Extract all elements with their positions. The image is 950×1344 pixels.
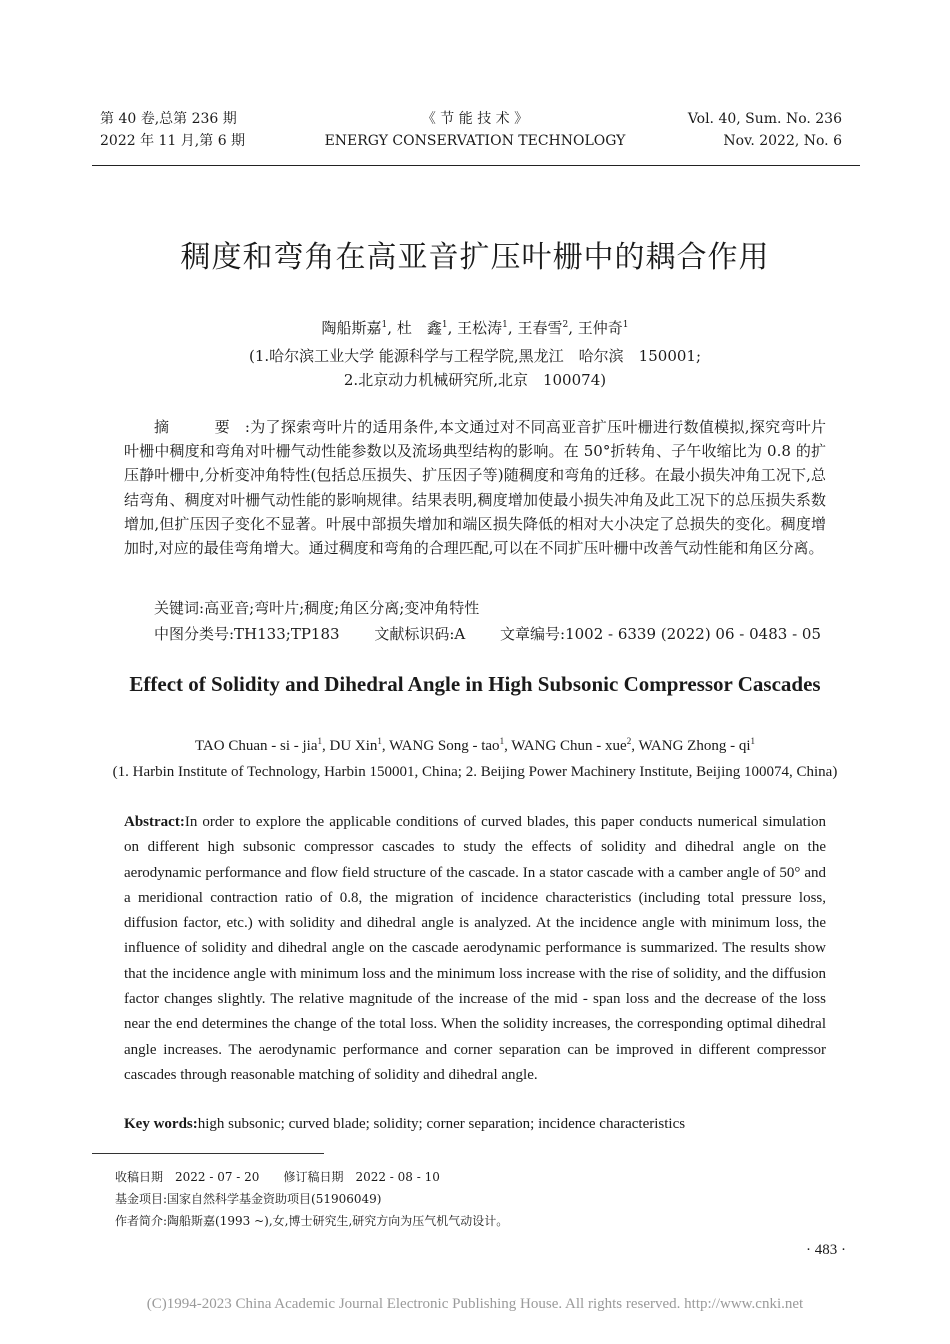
affiliation-line-2: 2.北京动力机械研究所,北京 100074)	[343, 371, 607, 389]
keywords-text-cn: 高亚音;弯叶片;稠度;角区分离;变冲角特性	[204, 599, 480, 617]
keywords-label-cn: 关键词:	[154, 599, 205, 617]
abstract-text-cn: 为了探索弯叶片的适用条件,本文通过对不同高亚音扩压叶栅进行数值模拟,探究弯叶片叶栅中稠度和弯角对叶栅气动性能参数以及流场典型结构的影响。在 50°折转角、子午收缩比为 0.8 的扩压静叶栅中,分析变冲角特性(包括总压损失、扩压因子等)随稠度和弯角的迁移。在最小损失冲角工况下,总结弯角、稠度对叶栅气动性能的影响规律。结果表明,稠度增加使最小损失冲角及此工况下的总压损失系数增加,但扩压因子变化不显著。叶展中部损失增加和端区损失降低的相对大小决定了总损失的变化。稠度增加时,对应的最佳弯角增大。通过稠度和弯角的合理匹配,可以在不同扩压叶栅中改善气动性能和角区分离。	[124, 418, 826, 558]
keywords-cn	[154, 596, 479, 620]
journal-name-en: ENERGY CONSERVATION TECHNOLOGY	[324, 133, 626, 149]
author-en: WANG Song - tao$^1$,	[389, 736, 508, 754]
page-number: · 483 ·	[806, 1242, 846, 1258]
header-rule	[92, 165, 860, 166]
footnote-received: 收稿日期 2022 - 07 - 20 修订稿日期 2022 - 08 - 10	[115, 1170, 440, 1184]
author-en: DU Xin$^1$,	[329, 736, 386, 754]
abstract-text-en: In order to explore the applicable conditions of curved blades, this paper conducts numerical simulation on different high subsonic compressor cascades to study the effects of solidity and dihedral angle on the aerodynamic performance and flow field structure of the cascade. In a stator cascade with a camber angle of 50° and a meridional contraction ratio of 0.8, the migration of incidence characteristics (including total pressure loss, diffusion factor, etc.) with solidity and dihedral angle is analyzed. At the incidence angle with minimum loss, the influence of solidity and dihedral angle on the cascade aerodynamic performance is summarized. The results show that the incidence angle with minimum loss and the minimum loss increase with the rise of solidity, and the diffusion factor changes slightly. The relative magnitude of the increase of the mid - span loss and the decrease of the loss near the end determines the change of the total loss. When the solidity increases, the corresponding optimal dihedral angle increases. The aerodynamic performance and corner separation can be improved in different compressor cascades through reasonable matching of solidity and dihedral angle.	[124, 814, 826, 1083]
date-line-en: Nov. 2022, No. 6	[723, 133, 842, 149]
abstract-label-cn: 摘 要	[154, 418, 245, 436]
author-list-en	[0, 734, 950, 758]
paper-title-en: Effect of Solidity and Dihedral Angle in High Subsonic Compressor Cascades	[129, 672, 821, 696]
author-en: WANG Chun - xue$^2$,	[511, 736, 635, 754]
date-line-cn: 2022 年 11 月,第 6 期	[100, 133, 246, 149]
abstract-en	[124, 810, 826, 1088]
footnote-rule	[92, 1153, 324, 1154]
footnote-fund: 基金项目:国家自然科学基金资助项目(51906049)	[115, 1192, 382, 1206]
journal-volume-info-en	[688, 108, 842, 152]
keywords-label-en: Key words:	[124, 1116, 198, 1132]
author-list-cn	[0, 316, 950, 340]
affiliation-line-1: (1.哈尔滨工业大学 能源科学与工程学院,黑龙江 哈尔滨 150001;	[248, 347, 702, 365]
author-cn: 王春雪$^2$,	[517, 319, 573, 337]
keywords-en	[124, 1112, 685, 1136]
article-number: 文章编号:1002 - 6339 (2022) 06 - 0483 - 05	[500, 625, 821, 643]
volume-line-cn: 第 40 卷,总第 236 期	[100, 111, 237, 127]
paper-title-cn: 稠度和弯角在高亚音扩压叶栅中的耦合作用	[180, 240, 770, 275]
author-en: TAO Chuan - si - jia$^1$,	[194, 736, 326, 754]
keywords-text-en: high subsonic; curved blade; solidity; corner separation; incidence characteristics	[197, 1116, 686, 1132]
author-cn: 杜 鑫$^1$,	[396, 319, 453, 337]
footnote-author-bio: 作者简介:陶船斯嘉(1993 ~),女,博士研究生,研究方向为压气机气动设计。	[115, 1214, 509, 1228]
author-en: WANG Zhong - $qi^1$	[638, 736, 756, 754]
classification-cn	[154, 622, 821, 646]
author-cn: 王仲奇$^1$	[577, 319, 629, 337]
journal-name-cn: 《 节 能 技 术 》	[421, 111, 529, 127]
affiliations-en: (1. Harbin Institute of Technology, Harbin 150001, China; 2. Beijing Power Machinery Institute, Beijing 100074, China)	[112, 764, 838, 780]
copyright-watermark: (C)1994-2023 China Academic Journal Electronic Publishing House. All rights reserved. http://www.cnki.net	[146, 1296, 804, 1312]
clc-number: 中图分类号:TH133;TP183	[154, 625, 340, 643]
document-code: 文献标识码:A	[374, 625, 466, 643]
author-cn: 王松涛$^1$,	[457, 319, 513, 337]
author-cn: 陶船斯嘉$^1$,	[321, 319, 393, 337]
affiliations-cn	[0, 344, 950, 392]
abstract-cn: 摘 要:为了探索弯叶片的适用条件,本文通过对不同高亚音扩压叶栅进行数值模拟,探究弯叶片叶栅中稠度和弯角对叶栅气动性能参数以及流场典型结构的影响。在 50°折转角、子午收缩比为 0.8 的扩压静叶栅中,分析变冲角特性(包括总压损失、扩压因子等)随稠度和弯角的迁移。在最小损失冲角工况下,总结弯角、稠度对叶栅气动性能的影响规律。结果表明,稠度增加使最小损失冲角及此工况下的总压损失系数增加,但扩压因子变化不显著。叶展中部损失增加和端区损失降低的相对大小决定了总损失的变化。稠度增加时,对应的最佳弯角增大。通过稠度和弯角的合理匹配,可以在不同扩压叶栅中改善气动性能和角区分离。	[124, 418, 826, 558]
abstract-label-en: Abstract:	[124, 814, 185, 830]
volume-line-en: Vol. 40, Sum. No. 236	[687, 111, 842, 127]
